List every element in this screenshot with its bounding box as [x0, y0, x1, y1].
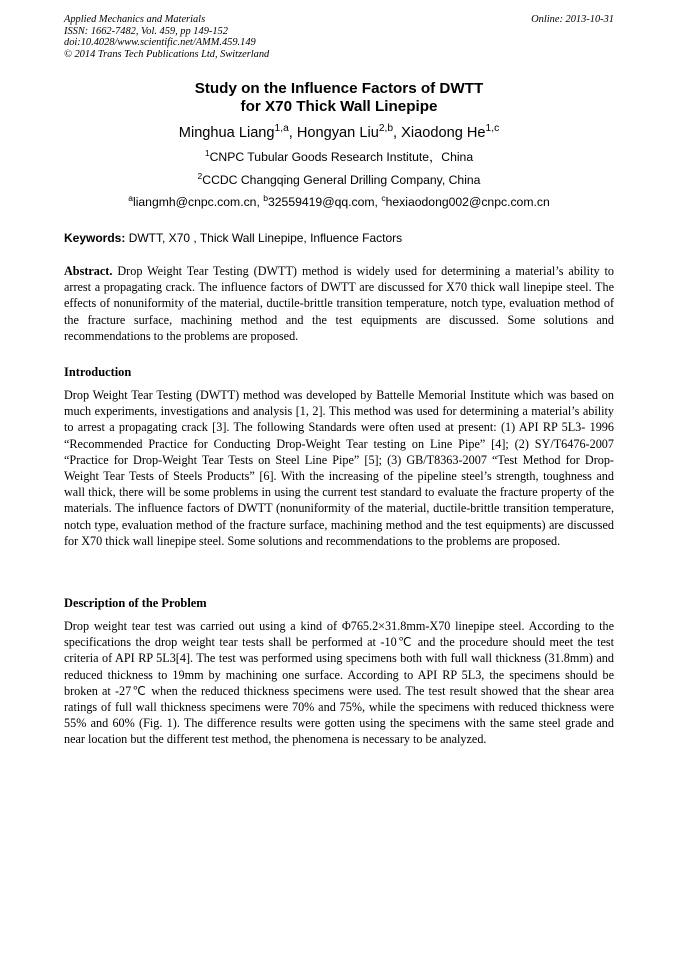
keywords	[64, 230, 614, 246]
keywords-text: DWTT, X70 , Thick Wall Linepipe, Influence Factors	[125, 231, 403, 245]
keywords-label: Keywords:	[64, 231, 126, 245]
author-name: Hongyan Liu	[296, 125, 379, 141]
email-line	[64, 192, 614, 210]
author-name: Minghua Liang	[178, 125, 275, 141]
author-list	[64, 124, 614, 142]
affiliation-text: CNPC Tubular Goods Research Institute，China	[209, 150, 474, 164]
section-heading-introduction: Introduction	[64, 365, 132, 379]
abstract	[64, 263, 614, 344]
issn-line: ISSN: 1662-7482, Vol. 459, pp 149-152	[64, 25, 228, 37]
paper-title	[64, 80, 614, 116]
affiliation-1	[64, 147, 614, 165]
abstract-label: Abstract.	[64, 264, 113, 278]
author-sep: ,	[393, 125, 402, 141]
email-address[interactable]: 32559419@qq.com,	[267, 195, 382, 209]
problem-text: Drop weight tear test was carried out using a kind of Φ765.2×31.8mm-X70 linepipe steel. According to the specifications the drop weight tear tests shall be performed at -10℃ and the procedure should meet the test criteria of API RP 5L3[4]. The test was performed using specimens both with full wall thickness (31.8mm) and reduced thickness to 19mm by machining one surface. According to API RP 5L3, the specimens should be broken at -27℃ when the reduced thickness specimens were used. The test result showed that the shear area ratings of full wall thickness specimens were 70% and 75%, while the specimens with reduced thickness were 55% and 60% (Fig. 1). The difference results were gotten using the specimens with the same steel grade and near location but the different test method, the phenomena is necessary to be analyzed.	[64, 619, 614, 747]
author-sup: 1,a	[274, 123, 289, 135]
online-date: Online: 2013-10-31	[531, 14, 614, 25]
affiliation-sup: 1	[204, 147, 210, 158]
email-address[interactable]: liangmh@cnpc.com.cn,	[132, 195, 264, 209]
introduction-text: Drop Weight Tear Testing (DWTT) method was developed by Battelle Memorial Institute which was based on much experiments, investigations and analysis [1, 2]. This method was used for determining a material’s ability to arrest a propagating crack [3]. The following Standards were often used at present: (1) API RP 5L3- 1996 “Recommended Practice for Conducting Drop-Weight Tear testing on Line Pipe” [4]; (2) SY/T6476-2007 “Practice for Drop-Weight Tear Tests on Steel Line Pipe” [5]; (3) GB/T8363-2007 “Test Method for Drop-Weight Tear Tests of Steels Products” [6]. With the increasing of the pipeline steel’s strength, toughness and wall thick, there will be some problems in using the current test standard to evaluate the fracture property of the materials. The influence factors of DWTT (nonuniformity of the material, ductile-brittle transition temperature, notch type, evaluation method of the fracture surface, machining method and the test equipments) are discussed for X70 thick wall linepipe steel. Some solutions and recommendations to the problems are proposed.	[64, 388, 614, 548]
author-name: Xiaodong He	[401, 125, 486, 141]
title-line-1: Study on the Influence Factors of DWTT	[194, 80, 484, 97]
journal-name: Applied Mechanics and Materials	[64, 14, 206, 25]
author-sup: 2,b	[378, 123, 394, 135]
email-address[interactable]: hexiaodong002@cnpc.com.cn	[385, 195, 550, 209]
title-line-2: for X70 Thick Wall Linepipe	[240, 98, 438, 115]
section-heading-problem: Description of the Problem	[64, 596, 207, 610]
author-sep: ,	[288, 125, 297, 141]
affiliation-sup: 2	[197, 170, 203, 181]
copyright-line: © 2014 Trans Tech Publications Ltd, Switzerland	[64, 48, 270, 60]
doi-line[interactable]: doi:10.4028/www.scientific.net/AMM.459.149	[64, 37, 256, 49]
author-sup: 1,c	[485, 123, 500, 135]
journal-header	[64, 14, 614, 60]
affiliation-2	[64, 170, 614, 188]
affiliation-text: CCDC Changqing General Drilling Company, China	[202, 173, 481, 187]
email-sup: c	[381, 192, 386, 203]
abstract-text: Drop Weight Tear Testing (DWTT) method is widely used for determining a material’s ability to arrest a propagating crack. The influence factors of DWTT are discussed for X70 thick wall linepipe steel. The effects of nonuniformity of the material, ductile-brittle transition temperature, notch type, evaluation method of the fracture surface, machining method and the test equipments are discussed. Some solutions and recommendations to the problems are proposed.	[64, 264, 614, 343]
email-sup: b	[263, 192, 268, 203]
email-sup: a	[128, 192, 133, 203]
